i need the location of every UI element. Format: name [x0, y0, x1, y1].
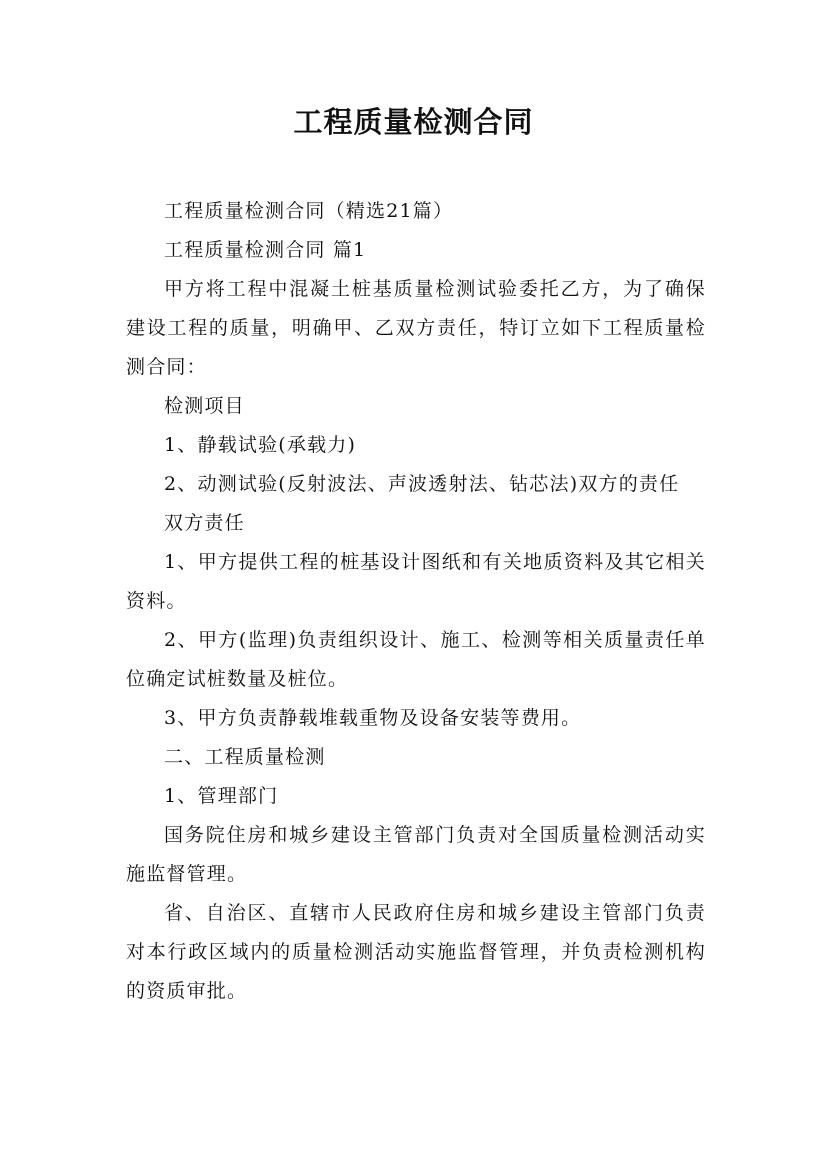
paragraph-subtitle: 工程质量检测合同（精选21篇）	[164, 200, 454, 222]
paragraph-intro: 甲方将工程中混凝土桩基质量检测试验委托乙方，为了确保建设工程的质量，明确甲、乙双方责任，特订立如下工程质量检测合同：	[126, 278, 706, 378]
document-body	[126, 192, 706, 1011]
paragraph-duty-1: 1、甲方提供工程的桩基设计图纸和有关地质资料及其它相关资料。	[126, 551, 706, 612]
paragraph-duty-2: 2、甲方(监理)负责组织设计、施工、检测等相关质量责任单位确定试桩数量及桩位。	[126, 629, 706, 690]
paragraph-section-2: 二、工程质量检测	[164, 746, 326, 768]
paragraph-duty-3: 3、甲方负责静载堆载重物及设备安装等费用。	[164, 707, 582, 729]
paragraph-heading-items: 检测项目	[164, 395, 245, 417]
paragraph-provincial: 省、自治区、直辖市人民政府住房和城乡建设主管部门负责对本行政区域内的质量检测活动实施监督管理，并负责检测机构的资质审批。	[126, 902, 706, 1002]
paragraph-heading-duties: 双方责任	[164, 512, 245, 534]
paragraph-item-2: 2、动测试验(反射波法、声波透射法、钻芯法)双方的责任	[164, 473, 680, 495]
paragraph-section-heading: 工程质量检测合同 篇1	[164, 239, 367, 261]
paragraph-management: 1、管理部门	[164, 785, 279, 807]
paragraph-item-1: 1、静载试验(承载力)	[164, 434, 357, 456]
document-title: 工程质量检测合同	[293, 105, 534, 139]
paragraph-state-council: 国务院住房和城乡建设主管部门负责对全国质量检测活动实施监督管理。	[126, 824, 706, 885]
